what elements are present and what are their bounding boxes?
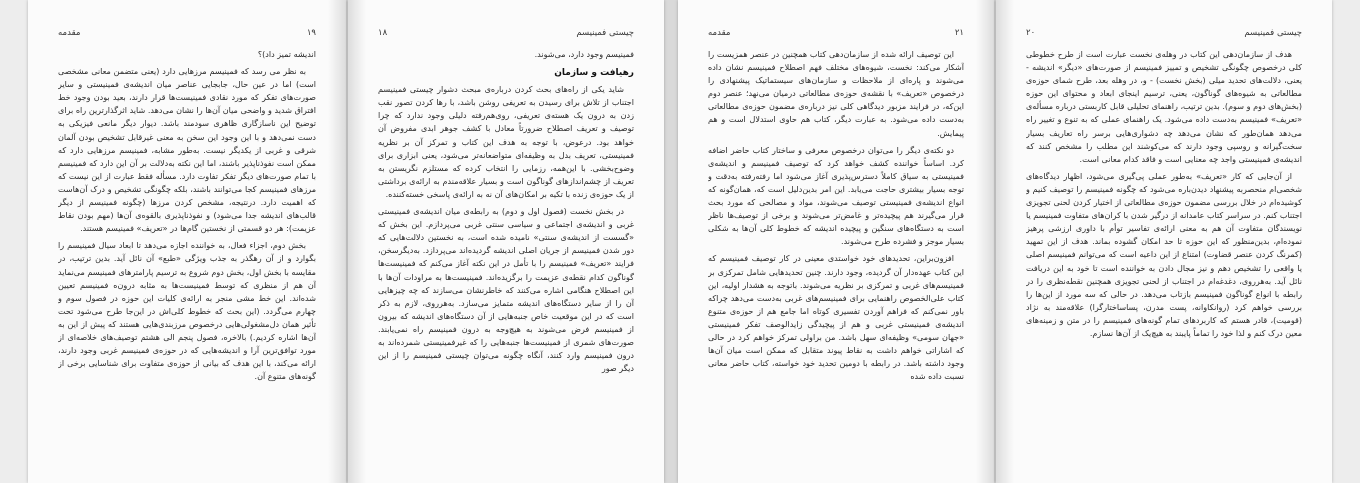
page-number: ۲۱	[954, 28, 964, 38]
paragraph: هدف از سازمان‌دهی این کتاب در وهله‌ی نخست عبارت است از طرح خطوطی کلی درخصوص چگونگی تشخیص و تمییز فمینیسم از صورت‌های «دیگر» اندیشه - یعنی، دلالت‌های تحدید میلی (بخش نخست) - و، در وهله بعد، طرح شمای حوزه‌ی مطالعاتی به شیوه‌های گوناگون، یعنی، ترسیم اینجای ابعاد و محتوای این حوزه (بخش‌های دوم و سوم). بدین ترتیب، راهنمای تحلیلی قابل کاربستی درباره مسأله‌ی «تعریف» فمینیسم به‌دست داده می‌شود. یک راهنمای عملی که به تنوع و تغییر راه می‌دهد همان‌طور که نشان می‌دهد چه دشواری‌هایی برسر راه تعاریف بسیار سخت‌گیرانه و روسپی وجود دارند که می‌کوشند این مطلب را مشخص کنند که اندیشه‌ی فمینیستی واجد چه معنایی است و فاقد کدام معانی است.	[1026, 50, 1302, 164]
chapter-title: مقدمه	[58, 28, 81, 38]
running-head	[378, 28, 634, 42]
book-page-19	[28, 0, 346, 483]
page-body	[1026, 48, 1302, 479]
right-margin-strip	[1332, 0, 1360, 483]
page-number: ۱۹	[306, 28, 316, 38]
paragraph: افزون‌براین، تحدیدهای خود خواستدی معینی در کار توصیف فمینیسم که این کتاب عهده‌دار آن گردیده، وجود دارند. چنین تحدیدهایی شامل تمرکزی بر فمینیسم‌های غربی و تمرکزی بر نظریه می‌شوند. باتوجه به هشدار اولیه، این کتاب علی‌الخصوص راهنمایی برای فمینیسم‌های غربی به‌دست می‌دهد چراکه باور نمی‌کنم که فراهم آوردن تفسیری کوتاه اما جامع هم از حوزه‌ی متنوع اندیشه‌ی فمینیستی غربی و هم از پیچیدگی زایدالوصف تفکر فمینیستی «جهان سومی» وظیفه‌ای سهل باشد. من براولی تمرکز خواهم کرد در حالی که اشاراتی خواهم داشت به نقاط پیوند متقابل که ممکن است میان آن‌ها وجود داشته باشد. در رابطه با دومین تحدید خود خواسته، کتاب حاضر معانی نسبت داده شده	[708, 254, 964, 382]
paragraph: از آن‌جایی که کار «تعریف» به‌طور عملی پی‌گیری می‌شود، اظهار دیدگاه‌های شخصی‌ام منحصربه پیشنهاد دیدن‌باره می‌شود که چگونه فمینیسم را توصیف کنیم و کوشیده‌ام در خلال بررسی مضمون حوزه‌ی مطالعاتی از اختیار کردن لحنی تجویزی اجتناب کنم. در سراسر کتاب عامدانه از درگیر شدن با کران‌های متفاوت فمینیسم یا نویسندگان متفاوت آن هم به معنی ارائه‌ی تفاسیر توأم با داوری ارزشی پرهیز نموده‌ام، بدین‌منظور که این حوزه تا حد امکان گشوده بماند. هدف از این تمهید (کمرنگ کردن عنصر قضاوت) امتناع از این داعیه است که می‌توانم فمینیسم اصلی یا واقعی را تشخیص دهم و نیز مجال دادن به خواننده است تا خود به این دریافت نائل آید. به‌هرروی، دغدغه‌ام در اجتناب از لحنی تجویزی همچنین نقطه‌نظری را در رابطه با انواع گوناگون فمینیسم بازتاب می‌دهد. در حالی که سه مورد از این‌ها را بررسی خواهم کرد (روانکاوانه، پست مدرن، پساساختارگرا) علاقه‌مند به نژاد (قومیت)، قادر هستم که کاربردهای تمام گونه‌های فمینیسم را در متن و زمینه‌های معین درک کنم و لذا خود را تماماً پایبند به هیچ‌یک از آن‌ها نسازم.	[1026, 171, 1302, 338]
page-number: ۱۸	[378, 28, 388, 38]
chapter-title: مقدمه	[708, 28, 731, 38]
chapter-title: چیستی فمینیسم	[1244, 28, 1302, 38]
paragraph: فمینیسم وجود دارد، می‌شوند.	[534, 50, 634, 59]
chapter-title: چیستی فمینیسم	[576, 28, 634, 38]
page-body	[58, 48, 316, 479]
book-page-18	[348, 0, 664, 483]
running-head	[708, 28, 964, 42]
book-page-21	[678, 0, 994, 483]
running-head	[1026, 28, 1302, 42]
page-number: ۲۰	[1026, 28, 1036, 38]
running-head	[58, 28, 316, 42]
page-body	[708, 48, 964, 479]
paragraph: شاید یکی از راه‌های بحث کردن درباره‌ی مبحث دشوار چیستی فمینیسم اجتناب از تلاش برای رسیدن به تعریفی روشن باشد، با رها کردن تصور نقب زدن به درون یک هسته‌ی تعریفی، روی‌هم‌رفته دلیلی وجود ندارد که چرا توصیف و تعریف اصطلاح ضرورتاً معادل با کشف جوهر ابدی مفروض آن خواهد بود. درعوض، با توجه به هدف این کتاب و تمرکز آن بر نظریه فمینیستی، تعریف بدل به وظیفه‌ای متواضعانه‌تر می‌شود، یعنی ابزاری برای وضوح‌بخشی. با این‌همه، رزمایی را انتخاب کرده که مستلزم نگریستن به تعریف از چشم‌اندازهای گوناگون است و بسیار علاقه‌مندم به ارائه‌ی برداشتی از یک حوزه‌ی زنده با تکیه بر امکان‌های آن نه به ارائه‌ی پاسخی خسته‌کننده.	[378, 85, 634, 199]
page-body	[378, 48, 634, 479]
left-margin-strip	[0, 0, 28, 483]
paragraph: به نظر می رسد که فمینیسم مرزهایی دارد (یعنی متضمن معانی مشخصی است) اما در عین حال، جابجایی عناصر میان اندیشه‌ی فمینیستی و سایر صورت‌های تفکر که مورد نقادی فمینیست‌ها قرار دارند، بعید بودن وجود خط افتراق شدید و واضحی میان آن‌ها را نشان می‌دهد. شاید اثرگذار‌ترین راه برای توضیح این ناسازگاری ظاهری سودمند باشد. دیوار دیگر مانعی فیزیکی به دست نمی‌دهد و با این وجود این سخن به معنی غیرقابل تشخیص بودن آلمان شرقی و غربی از یکدیگر نیست. به‌طور مشابه، فمینیسم مرزهایی دارد که ممکن است نفوذناپذیر باشند، اما این نکته به‌دلالت بر آن این دارد که فمینیسم با تمام صورت‌های دیگر تفکر تفاوت دارد. مسأله فقط عبارت از این نیست که مرزهای فمینیسم کجا می‌توانند باشند، بلکه چگونگی تشخیص و درک آن‌هاست که اهمیت دارد. درنتیجه، مشخص کردن مرزها (چگونه فمینیسم از دیگر قالب‌های اندیشه جدا می‌شود) و نفوذناپذیری بالقوه‌ی آن‌ها (مهم بودن نقاط عزیمت): هر دو قسمتی از نخستین گام‌ها در «تعریف» فمینیسم هستند.	[58, 67, 316, 234]
paragraph: در بخش نخست (فصول اول و دوم) به رابطه‌ی میان اندیشه‌ی فمینیستی غربی و اندیشه‌ی اجتماعی و سیاسی سنتی غربی می‌پردازم. این بخش که «گسست از اندیشه‌ی سنتی» نامیده شده است، به نخستین دلالت‌هایی که دور شدن فمینیسم از جریان اصلی اندیشه گردیده‌اند می‌پردازد. به‌دیگرسخن، فرایند «تعریف» فمینیسم را با تأمل در این نکته آغاز می‌کنم که فمینیست‌ها گوناگون کدام نقطه‌ی عزیمت را برگزیده‌اند. فمینیست‌ها به مراودات آن‌ها با این اصطلاح هنگامی اشاره می‌کنند که خاطرنشان می‌سازند که چه چیزهایی آن را از سایر دستگاه‌های اندیشه متمایز می‌سازد. به‌هرروی، لازم به ذکر است که در این موقعیت خاص جنبه‌هایی از آن دستگاه‌های اندیشه که بیرون از فمینیسم فرض می‌شوند به هیچ‌وجه به درون فمینیسم راه نمی‌یابند. صورت‌های شمری از فمینیست‌ها جنبه‌هایی را که غیرفمینیستی شمرده‌اند به درون فمینیسم وارد کنند، آنگاه چگونه می‌توان چیستی فمینیسم را از این دیگر صور	[378, 207, 634, 374]
paragraph: بخش دوم، اجزاء فعال، به خواننده اجازه می‌دهد تا ابعاد سیال فمینیسم را بگوارد و از آن رهگذر به جذب ویژگی «طبع» آن نائل آید. بدین ترتیب، در مقایسه با بخش اول، بخش دوم شروع به ترسیم پارامترهای فمینیسم می‌نماید آن هم از منظری که توسط فمینیست‌ها به مثابه درون‌ه فمینیسم تعیین شده‌اند. این خط مشی منجر به ارائه‌ی کلیات این حوزه در فصول سوم و چهارم می‌گردد. (این بحث که خطوط کلی‌اش در این‌جا طرح می‌شود تحت تأثیر همان دل‌مشغولی‌هایی درخصوص مرزبندی‌هایی هستند که پیش از این به آن‌ها اشاره کردیم.) بالاخره، فصول پنجم الی هشتم توصیف‌های خلاصه‌ای از مورد توافق‌ترین آرا و اندیشه‌هایی که در حوزه‌ی فمینیسم غربی وجود دارند، ارائه می‌کند، با این هدف که بیانی از حوزه‌ی متفاوت برای شناسایی برخی از گونه‌های متنوع آن.	[58, 241, 316, 382]
book-page-20	[996, 0, 1332, 483]
section-heading: رهیافت و سازمان	[554, 68, 634, 79]
paragraph: اندیشه تمیز داد)؟	[257, 50, 316, 59]
paragraph: دو نکته‌ی دیگر را می‌توان درخصوص معرفی و ساختار کتاب حاضر اضافه کرد. اساساً خواننده کشف خواهد کرد که توصیف فمینیسم و اندیشه‌ی فمینیستی به سیاق کاملاً دسترس‌پذیری آغاز می‌شود اما رفته‌رفته به‌دقت و توجه بسیار بیشتری حاجت می‌یابد. این امر بدین‌دلیل است که، همان‌گونه که انواع اندیشه‌ی فمینیستی توصیف می‌شوند، مواد و مصالحی که مورد بحث قرار می‌گیرند هم پیچیده‌تر و غامض‌تر می‌شوند و برخی از توصیف‌ها ناظر است به دستگاه‌های سنگین و پیچیده اندیشه که خطوط کلی آن‌ها به شکلی بسیار موجز و فشرده طرح می‌شوند.	[708, 145, 964, 247]
paragraph: این توصیف ارائه شده از سازمان‌دهی کتاب همچنین در عنصر همزیست را آشکار می‌کند: نخست، شیوه‌های مختلف فهم اصطلاح فمینیسم نشان داده می‌شوند و پاره‌ای از ملاحظات و سازمان‌های سیستماتیک پیشنهادی را درخصوص «تعریف» با نقشه‌ی حوزه‌ی مطالعاتی درمیان می‌نهد؛ عنصر دوم این‌که، در فرایند مزبور دیدگاهی کلی نیز درباره‌ی مضمون حوزه‌ی مطالعاتی به‌دست داده می‌شود. به عبارت دیگر، کتاب هم حاوی استدلال است و هم پیمایش.	[708, 50, 964, 138]
